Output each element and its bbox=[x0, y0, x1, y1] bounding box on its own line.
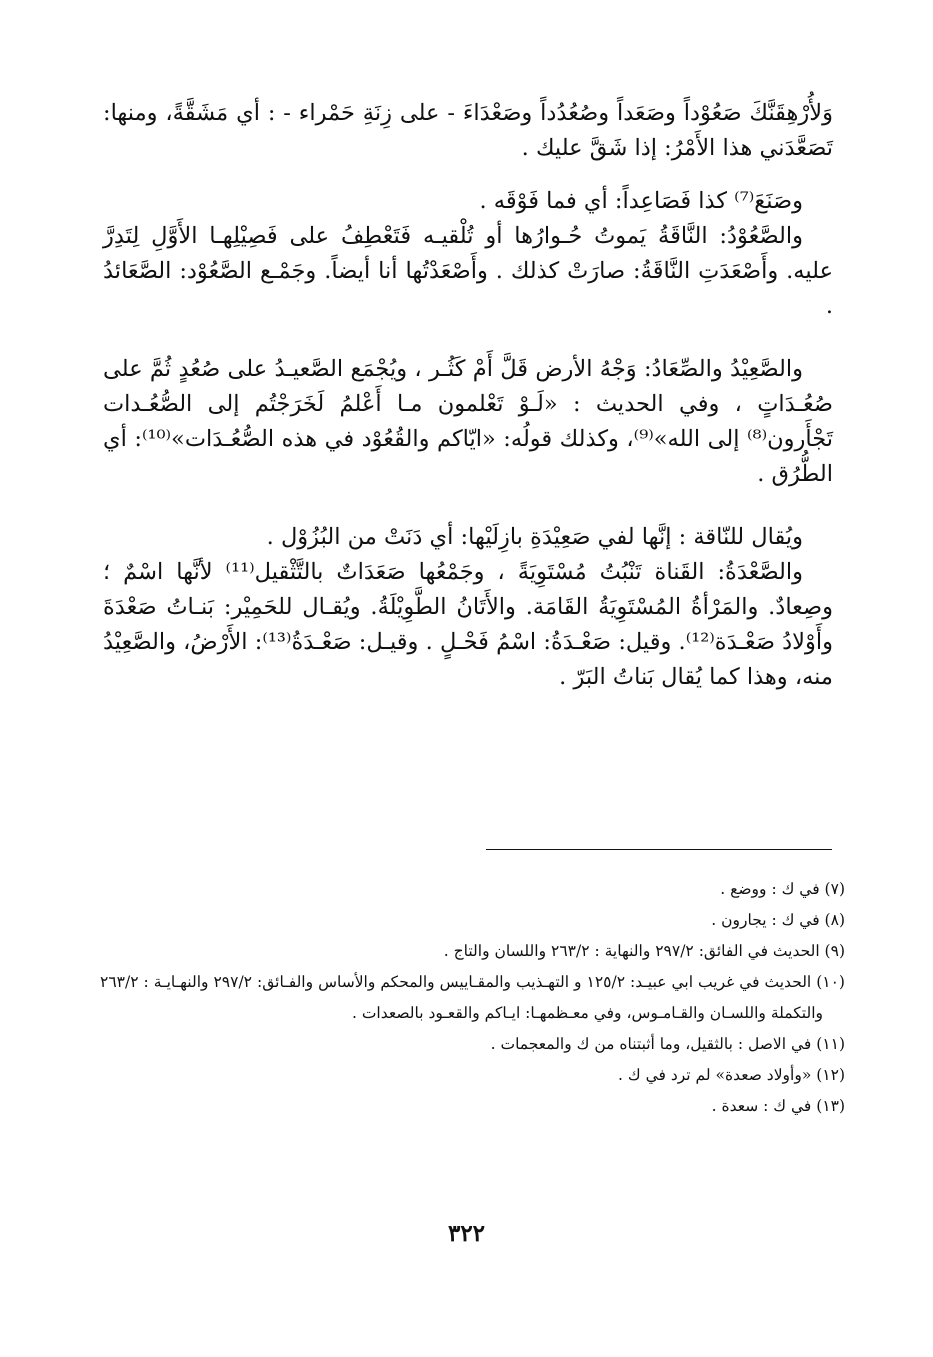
paragraph-5: ويُقال للنّاقة : إنَّها لفي صَعِيْدَةِ بازِلَيْها: أي دَنَتْ من البُزُوْل . bbox=[266, 524, 803, 550]
footnote-9: (٩) الحديث في الفائق: ٢٩٧/٢ والنهاية : ٢٦٣/٢ واللسان والتاج . bbox=[443, 942, 845, 960]
paragraph-6: والصَّعْدَةُ: القَناة تَنْبُتُ مُسْتَوِيَةً ، وجَمْعُها صَعَدَاتٌ بالتَّثْقيل⁽¹¹⁾ لأنَّها اسْمٌ ؛ وصِعادٌ. والمَرْأةُ المُسْتَوِيَةُ القَامَة. والأَتَانُ الطَّوِيْلَةُ. ويُقـال للحَمِيْر: بَنـاتُ صَعْدَةَ وأَوْلادُ صَعْـدَة⁽¹²⁾. وقيل: صَعْـدَةُ: اسْمُ فَحْـلٍ . وقيـل: صَعْـدَةُ⁽¹³⁾: الأَرْضُ، والصَّعِيْدُ منه، وهذا كما يُقال بَناتُ البَرّ . bbox=[103, 559, 833, 690]
footnote-8: (٨) في ك : يجارون . bbox=[711, 911, 845, 929]
paragraph-4: والصَّعِيْدُ والصِّعَادُ: وَجْهُ الأرض قَلَّ أَمْ كَثُـر ، ويُجْمَع الصَّعيـدُ على صُعُدٍ ثُمَّ على صُعُـدَاتٍ ، وفي الحديث : «لَـوْ تَعْلمون مـا أَعْلمُ لَخَرَجْتُم إلى الصُّعُـدات تَجْأَرون⁽⁸⁾ إلى الله»⁽⁹⁾، وكذلك قولُه: «ايّاكم والقُعُوْد في هذه الصُّعُـدَات»⁽¹⁰⁾: أي الطُّرُق . bbox=[103, 356, 833, 487]
footnote-12: (١٢) «وأولاد صعدة» لم ترد في ك . bbox=[618, 1066, 845, 1084]
footnote-10: (١٠) الحديث في غريب ابي عبيـد: ١٢٥/٢ و التهـذيب والمقـاييس والمحكم والأساس والفـائق: ٢٩٧/٢ والنهـايـة : ٢٦٣/٢ والتكملة واللسـان والقـامـوس، وفي معـظمهـا: ايـاكم والقعـود بالصعدات . bbox=[100, 973, 845, 1022]
paragraph-3: والصَّعُوْدُ: النَّاقَةُ يَموتُ حُـوارُها أو تُلْقيـه فَتَعْطِفُ على فَصِيْلِهـا الأَوَّلِ لِتَدِرَّ عليه. وأَصْعَدَتِ النَّاقَةُ: صارَتْ كذلك . وأَصْعَدْتُها أنا أيضاً. وجَمْـع الصَّعُوْد: الصَّعَائدُ . bbox=[103, 223, 833, 319]
paragraph-2: وصَنَعَ⁽⁷⁾ كذا فَصَاعِداً: أي فما فَوْقَه . bbox=[479, 188, 803, 214]
footnotes bbox=[100, 874, 845, 1122]
page-number: ٣٢٢ bbox=[447, 1220, 486, 1247]
footnote-7: (٧) في ك : ووضع . bbox=[720, 880, 845, 898]
paragraph-1: وَلأُرْهِقَنَّكَ صَعُوْداً وصَعَداً وصُعُدُداً وصَعْدَاءَ - على زِنَةِ حَمْراء - : أي مَشَقَّةً، ومنها: تَصَعَّدَني هذا الأَمْرُ: إذا شَقَّ عليك . bbox=[103, 100, 833, 161]
footnote-11: (١١) في الاصل : بالثقيل، وما أثبتناه من ك والمعجمات . bbox=[490, 1035, 845, 1053]
footnote-13: (١٣) في ك : سعدة . bbox=[711, 1097, 845, 1115]
main-text bbox=[103, 96, 833, 695]
footnote-separator bbox=[486, 849, 832, 850]
